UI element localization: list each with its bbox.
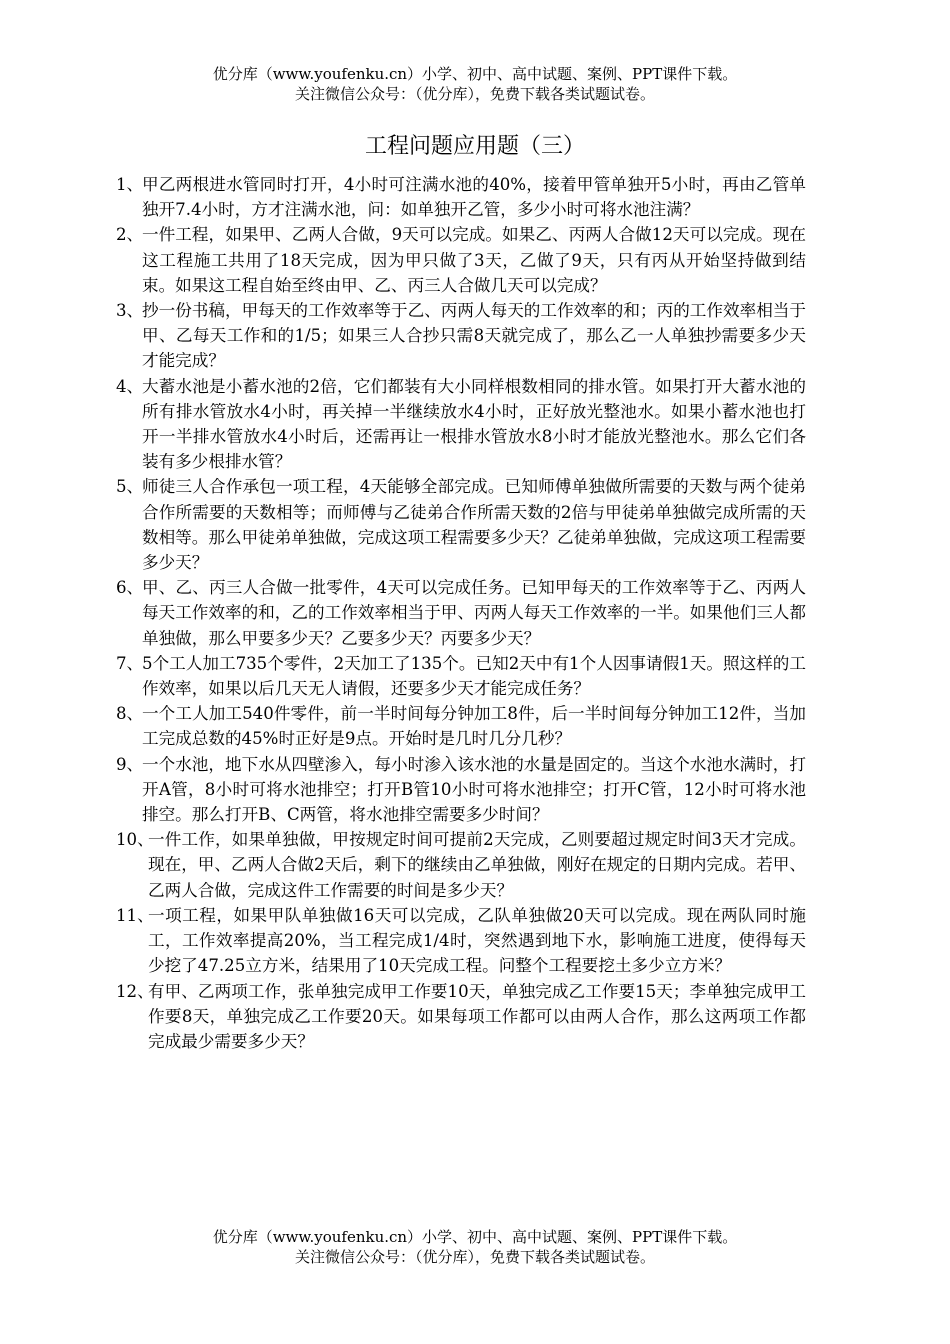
question-number: 11、 [116,905,154,925]
question-item [116,752,806,828]
question-text: 5个工人加工735个零件，2天加工了135个。已知2天中有1个人因事请假1天。照这样的工作效率，如果以后几天无人请假，还要多少天才能完成任务？ [142,653,806,699]
question-item [116,374,806,475]
question-item [116,903,806,979]
question-text: 有甲、乙两项工作，张单独完成甲工作要10天，单独完成乙工作要15天；李单独完成甲工作要8天，单独完成乙工作要20天。如果每项工作都可以由两人合作，那么这两项工作都完成最少需要多少天？ [148,981,806,1051]
question-number: 6、 [116,578,144,598]
question-number: 1、 [116,175,144,194]
question-text: 大蓄水池是小蓄水池的2倍，它们都装有大小同样根数相同的排水管。如果打开大蓄水池的所有排水管放水4小时，再关掉一半继续放水4小时，正好放光整池水。如果小蓄水池也打开一半排水管放水4小时后，还需再让一根排水管放水8小时才能放光整池水。那么它们各装有多少根排水管？ [142,376,806,472]
question-text: 抄一份书稿，甲每天的工作效率等于乙、丙两人每天的工作效率的和；丙的工作效率相当于甲、乙每天工作和的1/5；如果三人合抄只需8天就完成了，那么乙一人单独抄需要多少天才能完成？ [142,301,806,371]
question-number: 10、 [116,830,154,850]
page-header [0,64,950,104]
question-text: 一件工程，如果甲、乙两人合做，9天可以完成。如果乙、丙两人合做12天可以完成。现在这工程施工共用了18天完成，因为甲只做了3天，乙做了9天，只有丙从开始坚持做到结束。如果这工程自始至终由甲、乙、丙三人合做几天可以完成？ [142,225,806,295]
question-number: 8、 [116,704,144,724]
question-item [116,298,806,374]
question-number: 3、 [116,301,144,321]
question-number: 2、 [116,225,144,245]
header-line-1: 优分库（www.youfenku.cn）小学、初中、高中试题、案例、PPT课件下载。 [212,65,738,83]
question-number: 9、 [116,754,144,774]
question-number: 7、 [116,653,144,673]
question-number: 4、 [116,376,144,396]
question-item [116,701,806,751]
question-number: 5、 [116,477,144,497]
question-text: 师徒三人合作承包一项工程，4天能够全部完成。已知师傅单独做所需要的天数与两个徒弟合作所需要的天数相等；而师傅与乙徒弟合作所需天数的2倍与甲徒弟单独做完成所需的天数相等。那么甲徒弟单独做，完成这项工程需要多少天？乙徒弟单独做，完成这项工程需要多少天？ [142,477,806,573]
question-text: 甲、乙、丙三人合做一批零件，4天可以完成任务。已知甲每天的工作效率等于乙、丙两人每天工作效率的和，乙的工作效率相当于甲、丙两人每天工作效率的一半。如果他们三人都单独做，那么甲要多少天？乙要多少天？丙要多少天？ [142,578,806,648]
question-text: 一件工作，如果单独做，甲按规定时间可提前2天完成，乙则要超过规定时间3天才完成。现在，甲、乙两人合做2天后，剩下的继续由乙单独做，刚好在规定的日期内完成。若甲、乙两人合做，完成这件工作需要的时间是多少天？ [148,830,806,900]
question-item [116,172,806,222]
question-text: 一项工程，如果甲队单独做16天可以完成，乙队单独做20天可以完成。现在两队同时施工，工作效率提高20%，当工程完成1/4时，突然遇到地下水，影响施工进度，使得每天少挖了47.25立方米，结果用了10天完成工程。问整个工程要挖土多少立方米？ [148,905,806,976]
question-item [116,474,806,575]
question-text: 一个工人加工540件零件，前一半时间每分钟加工8件，后一半时间每分钟加工12件，当加工完成总数的45%时正好是9点。开始时是几时几分几秒？ [142,704,806,749]
question-item [116,575,806,651]
question-text: 甲乙两根进水管同时打开，4小时可注满水池的40%，接着甲管单独开5小时，再由乙管单独开7.4小时，方才注满水池，问：如单独开乙管，多少小时可将水池注满？ [142,175,806,220]
question-item [116,979,806,1055]
question-item [116,827,806,903]
question-list [116,172,806,1054]
question-item [116,222,806,298]
header-line-2: 关注微信公众号：（优分库），免费下载各类试题试卷。 [294,85,655,103]
footer-line-2: 关注微信公众号：（优分库），免费下载各类试题试卷。 [294,1248,655,1266]
page-footer [0,1227,950,1267]
question-number: 12、 [116,981,154,1001]
question-item [116,651,806,701]
page-title: 工程问题应用题（三） [364,134,585,159]
footer-line-1: 优分库（www.youfenku.cn）小学、初中、高中试题、案例、PPT课件下载。 [212,1228,738,1246]
question-text: 一个水池，地下水从四壁渗入，每小时渗入该水池的水量是固定的。当这个水池水满时，打开A管，8小时可将水池排空；打开B管10小时可将水池排空；打开C管，12小时可将水池排空。那么打开B、C两管，将水池排空需要多少时间？ [142,754,806,825]
